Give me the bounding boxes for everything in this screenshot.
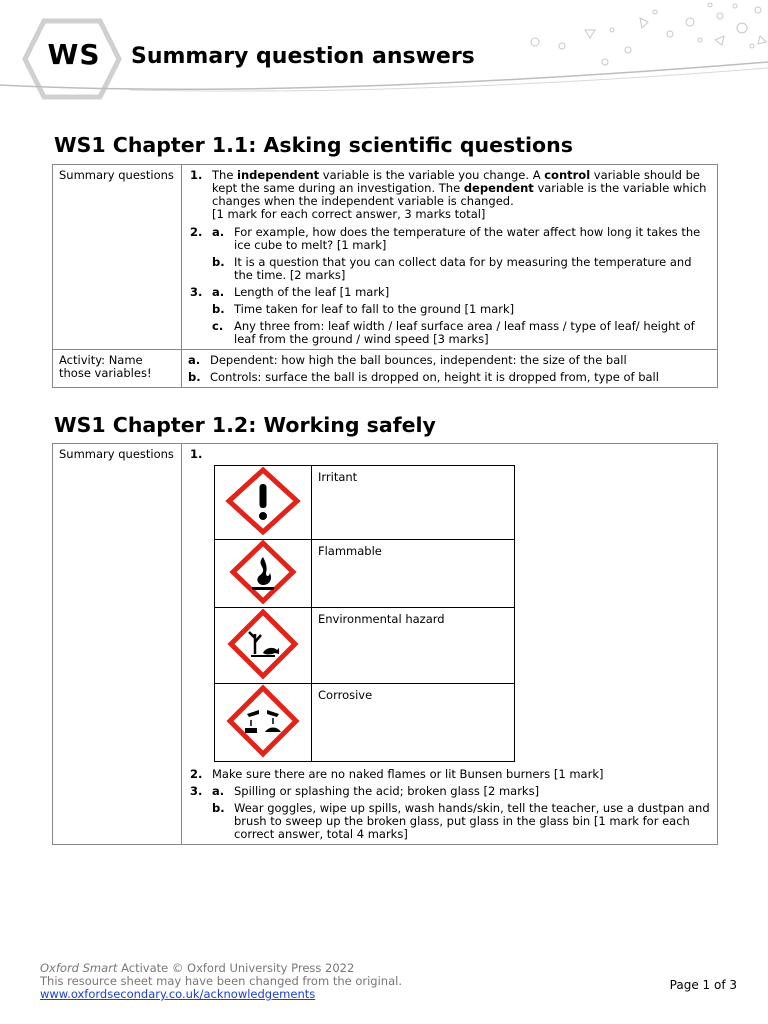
hazard-icon-cell [215, 684, 312, 762]
answer-text [212, 169, 711, 221]
answer-text: Controls: surface the ball is dropped on, height it is dropped from, type of ball [210, 370, 659, 384]
section1-table [52, 164, 718, 388]
answer-3c [190, 320, 711, 346]
environment-hazard-icon [225, 608, 301, 680]
answer-text: It is a question that you can collect data for by measuring the temperature and the time. [2 marks] [234, 255, 692, 282]
activity-answer-b [188, 371, 711, 384]
question-number: 2. [190, 767, 203, 781]
header-swoosh [0, 0, 768, 110]
sub-label: a. [188, 353, 201, 367]
section1-heading: WS1 Chapter 1.1: Asking scientific questions [54, 133, 573, 157]
row-label: Summary questions [53, 444, 182, 845]
answer-text: Make sure there are no naked flames or lit Bunsen burners [1 mark] [212, 767, 604, 781]
answer-2 [190, 768, 711, 781]
answer-3b [190, 802, 711, 841]
answer-1 [190, 169, 711, 221]
row-label: Activity: Name those variables! [53, 350, 182, 388]
sub-label: b. [212, 255, 225, 269]
question-number: 1. [190, 447, 203, 461]
exclamation-hazard-icon [225, 466, 301, 536]
bold-term: independent [237, 168, 320, 182]
answer-2a [190, 226, 711, 252]
hazard-symbols-table [214, 465, 515, 762]
hazard-icon-cell [215, 466, 312, 540]
sub-label: a. [212, 225, 225, 239]
footer [40, 962, 402, 1001]
answers-cell [182, 350, 718, 388]
sub-label: b. [212, 302, 225, 316]
marks-note: [1 mark for each correct answer, 3 marks total] [212, 207, 486, 221]
sub-label: a. [212, 285, 225, 299]
acknowledgements-link[interactable]: www.oxfordsecondary.co.uk/acknowledgements [40, 987, 316, 1001]
answer-text: Length of the leaf [1 mark] [234, 285, 390, 299]
answer-3a [190, 785, 711, 798]
section2-heading: WS1 Chapter 1.2: Working safely [54, 413, 436, 437]
hazard-row [215, 684, 515, 762]
copyright-text: Activate © Oxford University Press 2022 [117, 961, 355, 975]
question-number: 1. [190, 168, 203, 182]
page-number: Page 1 of 3 [669, 978, 737, 992]
row-label: Summary questions [53, 165, 182, 350]
answer-text: Wear goggles, wipe up spills, wash hands/skin, tell the teacher, use a dustpan and brush to sweep up the broken glass, put glass in the glass bin [1 mark for each correct answer, total 4 marks] [234, 801, 710, 841]
activity-answer-a [188, 354, 711, 367]
answer-3b [190, 303, 711, 316]
change-notice: This resource sheet may have been changed from the original. [40, 974, 402, 988]
brand-name: Oxford Smart [40, 961, 118, 975]
hazard-name: Corrosive [312, 684, 515, 762]
text-fragment: variable should be kept the same during an investigation. The [212, 168, 700, 195]
text-fragment: variable is the variable which changes when the independent variable is changed. [212, 181, 707, 208]
answers-cell [182, 165, 718, 350]
ws-badge-label: WS [47, 38, 101, 71]
page-header [0, 0, 768, 110]
bold-term: control [544, 168, 591, 182]
text-fragment: variable is the variable you change. A [319, 168, 545, 182]
table-row [53, 444, 718, 845]
hazard-name: Environmental hazard [312, 608, 515, 684]
hazard-icon-cell [215, 540, 312, 608]
table-row [53, 165, 718, 350]
sub-label: b. [212, 801, 225, 815]
answer-text: For example, how does the temperature of the water affect how long it takes the ice cube to melt? [1 mark] [234, 225, 701, 252]
hazard-name: Irritant [312, 466, 515, 540]
document-title: Summary question answers [131, 44, 475, 69]
section2-table [52, 443, 718, 845]
answer-text: Spilling or splashing the acid; broken glass [2 marks] [234, 784, 540, 798]
sub-label: c. [212, 319, 224, 333]
bold-term: dependent [463, 181, 534, 195]
table-row [53, 350, 718, 388]
sub-label: b. [188, 370, 201, 384]
answer-text: Dependent: how high the ball bounces, independent: the size of the ball [210, 353, 627, 367]
corrosive-hazard-icon [225, 684, 301, 758]
sub-label: a. [212, 784, 225, 798]
answer-3a [190, 286, 711, 299]
question-number: 2. [190, 225, 203, 239]
question-number: 3. [190, 285, 203, 299]
hazard-row [215, 540, 515, 608]
flame-hazard-icon [225, 540, 301, 604]
hazard-row [215, 466, 515, 540]
answer-text: Any three from: leaf width / leaf surface area / leaf mass / type of leaf/ height of leaf from the ground / wind speed [3 marks] [234, 319, 695, 346]
hazard-row [215, 608, 515, 684]
question-number: 3. [190, 784, 203, 798]
hazard-icon-cell [215, 608, 312, 684]
answer-1 [190, 448, 711, 461]
answer-text: Time taken for leaf to fall to the ground [1 mark] [234, 302, 515, 316]
text-fragment: The [212, 168, 238, 182]
answer-2b [190, 256, 711, 282]
hazard-name: Flammable [312, 540, 515, 608]
answers-cell [182, 444, 718, 845]
